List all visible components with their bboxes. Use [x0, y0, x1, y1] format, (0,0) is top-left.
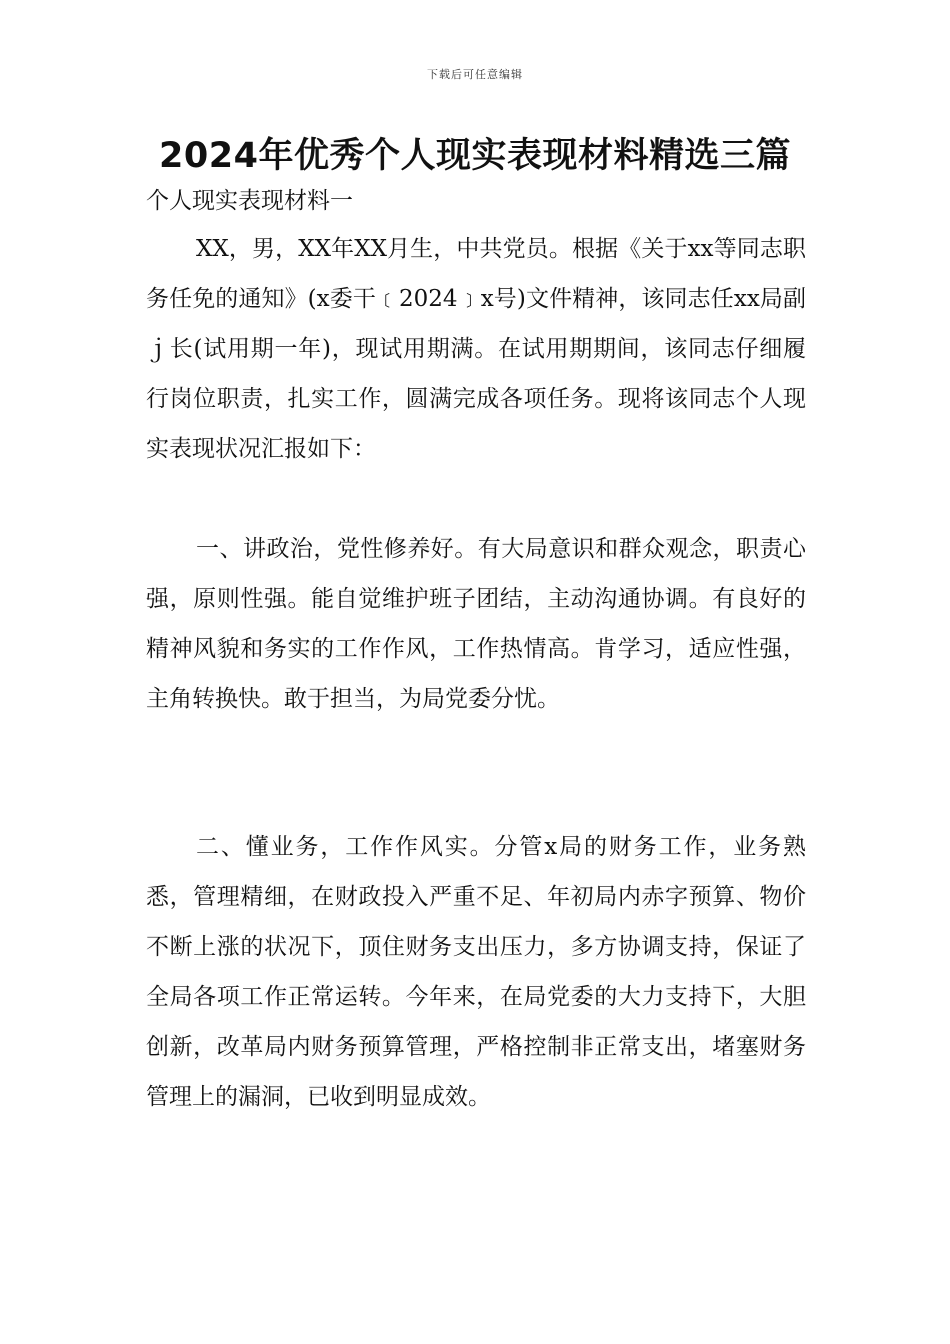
section-subtitle: 个人现实表现材料一	[146, 188, 353, 214]
paragraph-politics: 一、讲政治，党性修养好。有大局意识和群众观念，职责心强，原则性强。能自觉维护班子团结，主动沟通协调。有良好的精神风貌和务实的工作作风，工作热情高。肯学习，适应性强，主角转换快。敢于担当，为局党委分忧。	[146, 536, 806, 712]
paragraph-intro: XX，男，XX年XX月生，中共党员。根据《关于xx等同志职务任免的通知》(x委干﹝2024﹞x号)文件精神，该同志任xx局副ｊ长(试用期一年)，现试用期满。在试用期期间，该同志仔细履行岗位职责，扎实工作，圆满完成各项任务。现将该同志个人现实表现状况汇报如下：	[146, 236, 806, 462]
document-title: 2024年优秀个人现实表现材料精选三篇	[159, 136, 791, 176]
paragraph-business: 二、懂业务，工作作风实。分管x局的财务工作，业务熟悉，管理精细，在财政投入严重不足、年初局内赤字预算、物价不断上涨的状况下，顶住财务支出压力，多方协调支持，保证了全局各项工作正常运转。今年来，在局党委的大力支持下，大胆创新，改革局内财务预算管理，严格控制非正常支出，堵塞财务管理上的漏洞，已收到明显成效。	[146, 834, 806, 1110]
page-header-note: 下载后可任意编辑	[427, 68, 523, 81]
